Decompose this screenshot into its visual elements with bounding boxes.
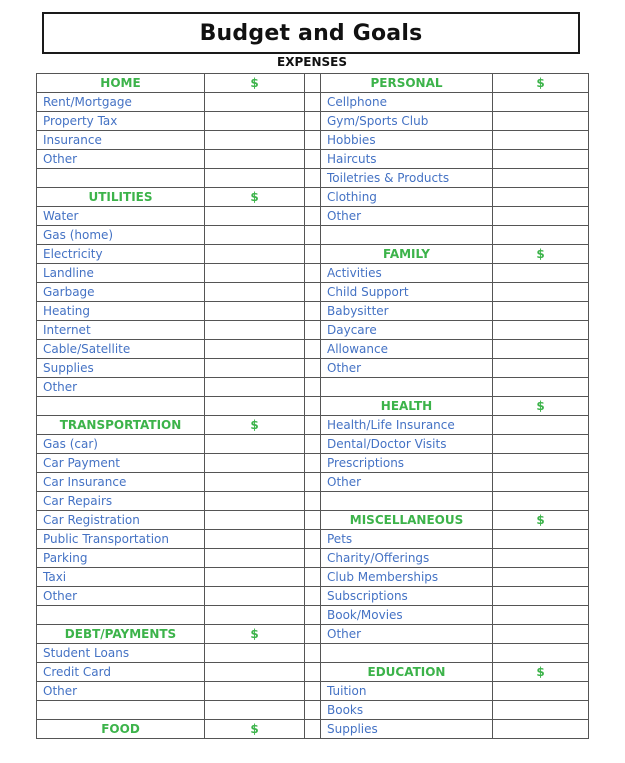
column-divider xyxy=(305,245,321,264)
right-amount-cell[interactable] xyxy=(493,416,589,435)
table-row xyxy=(37,112,589,131)
table-row xyxy=(37,245,589,264)
left-amount-cell[interactable] xyxy=(205,511,305,530)
right-section-header-education: EDUCATION xyxy=(321,663,493,682)
right-section-header-health: HEALTH xyxy=(321,397,493,416)
column-divider xyxy=(305,321,321,340)
right-expense-label: Other xyxy=(321,207,493,226)
column-divider xyxy=(305,454,321,473)
column-divider xyxy=(305,587,321,606)
right-expense-label: Clothing xyxy=(321,188,493,207)
table-row xyxy=(37,283,589,302)
column-divider xyxy=(305,74,321,93)
right-amount-cell[interactable] xyxy=(493,321,589,340)
left-currency-label: $ xyxy=(205,188,305,207)
left-amount-cell[interactable] xyxy=(205,302,305,321)
table-row xyxy=(37,74,589,93)
right-amount-cell[interactable] xyxy=(493,568,589,587)
left-expense-label: Car Payment xyxy=(37,454,205,473)
right-amount-cell[interactable] xyxy=(493,473,589,492)
column-divider xyxy=(305,625,321,644)
left-expense-label: Car Registration xyxy=(37,511,205,530)
budget-table-body xyxy=(37,74,589,739)
right-expense-label: Cellphone xyxy=(321,93,493,112)
left-section-header-utilities: UTILITIES xyxy=(37,188,205,207)
left-blank-label-cell xyxy=(37,169,205,188)
right-amount-cell[interactable] xyxy=(493,720,589,739)
column-divider xyxy=(305,264,321,283)
column-divider xyxy=(305,150,321,169)
left-section-header-food: FOOD xyxy=(37,720,205,739)
table-row xyxy=(37,435,589,454)
left-expense-label: Car Insurance xyxy=(37,473,205,492)
column-divider xyxy=(305,663,321,682)
column-divider xyxy=(305,473,321,492)
column-divider xyxy=(305,530,321,549)
right-expense-label: Activities xyxy=(321,264,493,283)
column-divider xyxy=(305,207,321,226)
right-amount-cell[interactable] xyxy=(493,93,589,112)
table-row xyxy=(37,207,589,226)
left-amount-cell[interactable] xyxy=(205,701,305,720)
right-expense-label: Babysitter xyxy=(321,302,493,321)
left-amount-cell[interactable] xyxy=(205,606,305,625)
right-blank-label-cell xyxy=(321,226,493,245)
left-amount-cell[interactable] xyxy=(205,378,305,397)
right-amount-cell[interactable] xyxy=(493,682,589,701)
table-row xyxy=(37,587,589,606)
left-expense-label: Internet xyxy=(37,321,205,340)
table-row xyxy=(37,131,589,150)
left-expense-label: Cable/Satellite xyxy=(37,340,205,359)
right-expense-label: Child Support xyxy=(321,283,493,302)
right-expense-label: Prescriptions xyxy=(321,454,493,473)
column-divider xyxy=(305,701,321,720)
table-row xyxy=(37,720,589,739)
column-divider xyxy=(305,188,321,207)
column-divider xyxy=(305,378,321,397)
left-expense-label: Car Repairs xyxy=(37,492,205,511)
right-expense-label: Other xyxy=(321,625,493,644)
right-expense-label: Club Memberships xyxy=(321,568,493,587)
left-amount-cell[interactable] xyxy=(205,492,305,511)
left-expense-label: Electricity xyxy=(37,245,205,264)
column-divider xyxy=(305,435,321,454)
column-divider xyxy=(305,568,321,587)
table-row xyxy=(37,663,589,682)
right-expense-label: Haircuts xyxy=(321,150,493,169)
table-row xyxy=(37,359,589,378)
left-expense-label: Water xyxy=(37,207,205,226)
table-row xyxy=(37,625,589,644)
left-amount-cell[interactable] xyxy=(205,207,305,226)
left-amount-cell[interactable] xyxy=(205,397,305,416)
column-divider xyxy=(305,226,321,245)
right-expense-label: Other xyxy=(321,359,493,378)
column-divider xyxy=(305,169,321,188)
right-expense-label: Book/Movies xyxy=(321,606,493,625)
right-amount-cell[interactable] xyxy=(493,435,589,454)
column-divider xyxy=(305,302,321,321)
left-amount-cell[interactable] xyxy=(205,245,305,264)
left-currency-label: $ xyxy=(205,416,305,435)
left-amount-cell[interactable] xyxy=(205,226,305,245)
column-divider xyxy=(305,720,321,739)
left-amount-cell[interactable] xyxy=(205,587,305,606)
right-amount-cell[interactable] xyxy=(493,131,589,150)
column-divider xyxy=(305,131,321,150)
left-expense-label: Heating xyxy=(37,302,205,321)
table-row xyxy=(37,511,589,530)
column-divider xyxy=(305,283,321,302)
left-expense-label: Other xyxy=(37,378,205,397)
table-row xyxy=(37,473,589,492)
right-amount-cell[interactable] xyxy=(493,359,589,378)
column-divider xyxy=(305,359,321,378)
right-expense-label: Charity/Offerings xyxy=(321,549,493,568)
right-currency-label: $ xyxy=(493,74,589,93)
table-row xyxy=(37,169,589,188)
right-amount-cell[interactable] xyxy=(493,530,589,549)
left-amount-cell[interactable] xyxy=(205,321,305,340)
left-expense-label: Other xyxy=(37,150,205,169)
left-blank-label-cell xyxy=(37,397,205,416)
right-amount-cell[interactable] xyxy=(493,701,589,720)
right-section-header-family: FAMILY xyxy=(321,245,493,264)
right-currency-label: $ xyxy=(493,245,589,264)
right-amount-cell[interactable] xyxy=(493,264,589,283)
left-expense-label: Property Tax xyxy=(37,112,205,131)
table-row xyxy=(37,568,589,587)
left-amount-cell[interactable] xyxy=(205,340,305,359)
left-amount-cell[interactable] xyxy=(205,549,305,568)
left-expense-label: Landline xyxy=(37,264,205,283)
left-amount-cell[interactable] xyxy=(205,283,305,302)
table-row xyxy=(37,302,589,321)
right-amount-cell[interactable] xyxy=(493,549,589,568)
table-row xyxy=(37,492,589,511)
right-amount-cell[interactable] xyxy=(493,625,589,644)
table-row xyxy=(37,397,589,416)
right-amount-cell[interactable] xyxy=(493,606,589,625)
right-amount-cell[interactable] xyxy=(493,283,589,302)
left-amount-cell[interactable] xyxy=(205,682,305,701)
right-expense-label: Tuition xyxy=(321,682,493,701)
left-expense-label: Gas (car) xyxy=(37,435,205,454)
table-row xyxy=(37,378,589,397)
table-row xyxy=(37,188,589,207)
column-divider xyxy=(305,492,321,511)
right-amount-cell[interactable] xyxy=(493,226,589,245)
table-row xyxy=(37,416,589,435)
left-currency-label: $ xyxy=(205,74,305,93)
left-currency-label: $ xyxy=(205,625,305,644)
table-row xyxy=(37,530,589,549)
table-row xyxy=(37,321,589,340)
right-section-header-miscellaneous: MISCELLANEOUS xyxy=(321,511,493,530)
column-divider xyxy=(305,397,321,416)
left-section-header-home: HOME xyxy=(37,74,205,93)
right-section-header-personal: PERSONAL xyxy=(321,74,493,93)
right-expense-label: Daycare xyxy=(321,321,493,340)
column-divider xyxy=(305,93,321,112)
right-expense-label: Books xyxy=(321,701,493,720)
left-amount-cell[interactable] xyxy=(205,131,305,150)
left-blank-label-cell xyxy=(37,606,205,625)
column-divider xyxy=(305,511,321,530)
right-expense-label: Health/Life Insurance xyxy=(321,416,493,435)
right-amount-cell[interactable] xyxy=(493,302,589,321)
column-divider xyxy=(305,549,321,568)
page-title: Budget and Goals xyxy=(42,12,580,54)
right-amount-cell[interactable] xyxy=(493,169,589,188)
right-blank-label-cell xyxy=(321,492,493,511)
table-row xyxy=(37,454,589,473)
left-expense-label: Taxi xyxy=(37,568,205,587)
left-expense-label: Gas (home) xyxy=(37,226,205,245)
right-expense-label: Dental/Doctor Visits xyxy=(321,435,493,454)
right-expense-label: Toiletries & Products xyxy=(321,169,493,188)
column-divider xyxy=(305,340,321,359)
left-amount-cell[interactable] xyxy=(205,473,305,492)
right-amount-cell[interactable] xyxy=(493,207,589,226)
right-amount-cell[interactable] xyxy=(493,340,589,359)
left-amount-cell[interactable] xyxy=(205,169,305,188)
table-row xyxy=(37,606,589,625)
right-expense-label: Subscriptions xyxy=(321,587,493,606)
left-amount-cell[interactable] xyxy=(205,150,305,169)
expenses-heading: EXPENSES xyxy=(277,55,347,69)
table-row xyxy=(37,701,589,720)
right-amount-cell[interactable] xyxy=(493,378,589,397)
column-divider xyxy=(305,644,321,663)
left-expense-label: Student Loans xyxy=(37,644,205,663)
right-amount-cell[interactable] xyxy=(493,492,589,511)
left-expense-label: Rent/Mortgage xyxy=(37,93,205,112)
right-blank-label-cell xyxy=(321,378,493,397)
left-section-header-debt-payments: DEBT/PAYMENTS xyxy=(37,625,205,644)
left-amount-cell[interactable] xyxy=(205,663,305,682)
left-expense-label: Other xyxy=(37,682,205,701)
right-expense-label: Other xyxy=(321,473,493,492)
left-expense-label: Supplies xyxy=(37,359,205,378)
left-section-header-transportation: TRANSPORTATION xyxy=(37,416,205,435)
left-expense-label: Parking xyxy=(37,549,205,568)
left-amount-cell[interactable] xyxy=(205,112,305,131)
right-expense-label: Pets xyxy=(321,530,493,549)
right-expense-label: Hobbies xyxy=(321,131,493,150)
right-expense-label: Gym/Sports Club xyxy=(321,112,493,131)
right-currency-label: $ xyxy=(493,511,589,530)
left-blank-label-cell xyxy=(37,701,205,720)
column-divider xyxy=(305,112,321,131)
right-expense-label: Allowance xyxy=(321,340,493,359)
table-row xyxy=(37,150,589,169)
right-amount-cell[interactable] xyxy=(493,454,589,473)
right-currency-label: $ xyxy=(493,397,589,416)
left-expense-label: Credit Card xyxy=(37,663,205,682)
left-expense-label: Other xyxy=(37,587,205,606)
left-currency-label: $ xyxy=(205,720,305,739)
table-row xyxy=(37,682,589,701)
left-amount-cell[interactable] xyxy=(205,530,305,549)
right-amount-cell[interactable] xyxy=(493,587,589,606)
table-row xyxy=(37,340,589,359)
right-expense-label: Supplies xyxy=(321,720,493,739)
left-amount-cell[interactable] xyxy=(205,644,305,663)
left-amount-cell[interactable] xyxy=(205,568,305,587)
budget-table xyxy=(36,73,589,739)
table-row xyxy=(37,264,589,283)
table-row xyxy=(37,93,589,112)
table-row xyxy=(37,226,589,245)
left-amount-cell[interactable] xyxy=(205,264,305,283)
table-row xyxy=(37,549,589,568)
column-divider xyxy=(305,606,321,625)
left-amount-cell[interactable] xyxy=(205,454,305,473)
right-amount-cell[interactable] xyxy=(493,112,589,131)
left-expense-label: Garbage xyxy=(37,283,205,302)
right-amount-cell[interactable] xyxy=(493,150,589,169)
column-divider xyxy=(305,682,321,701)
left-expense-label: Insurance xyxy=(37,131,205,150)
left-amount-cell[interactable] xyxy=(205,435,305,454)
left-amount-cell[interactable] xyxy=(205,93,305,112)
right-currency-label: $ xyxy=(493,663,589,682)
right-amount-cell[interactable] xyxy=(493,188,589,207)
left-expense-label: Public Transportation xyxy=(37,530,205,549)
column-divider xyxy=(305,416,321,435)
left-amount-cell[interactable] xyxy=(205,359,305,378)
right-blank-label-cell xyxy=(321,644,493,663)
right-amount-cell[interactable] xyxy=(493,644,589,663)
table-row xyxy=(37,644,589,663)
